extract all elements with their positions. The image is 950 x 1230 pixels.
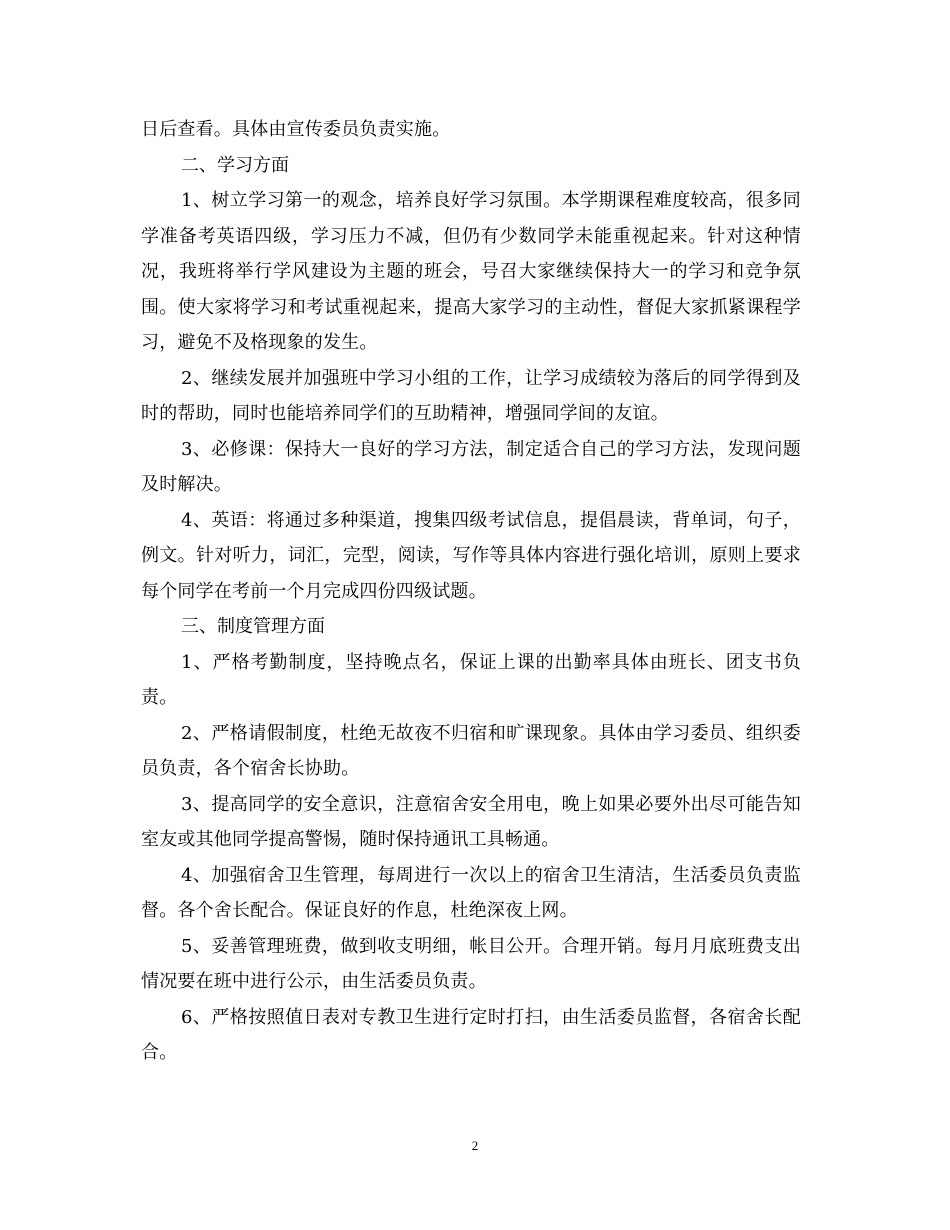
paragraph: 2、继续发展并加强班中学习小组的工作，让学习成绩较为落后的同学得到及时的帮助，同时也能培养同学们的互助精神，增强同学间的友谊。 <box>141 367 801 424</box>
section-heading: 二、学习方面 <box>181 154 289 176</box>
paragraph: 6、严格按照值日表对专教卫生进行定时打扫，由生活委员监督，各宿舍长配合。 <box>141 1006 801 1063</box>
paragraph: 1、树立学习第一的观念，培养良好学习氛围。本学期课程难度较高，很多同学准备考英语四级，学习压力不减，但仍有少数同学未能重视起来。针对这种情况，我班将举行学风建设为主题的班会，号召大家继续保持大一的学习和竞争氛围。使大家将学习和考试重视起来，提高大家学习的主动性，督促大家抓紧课程学习，避免不及格现象的发生。 <box>141 190 801 353</box>
paragraph: 4、加强宿舍卫生管理，每周进行一次以上的宿舍卫生清洁，生活委员负责监督。各个舍长配合。保证良好的作息，杜绝深夜上网。 <box>141 864 801 921</box>
paragraph: 3、必修课：保持大一良好的学习方法，制定适合自己的学习方法，发现问题及时解决。 <box>141 438 801 495</box>
paragraph: 1、严格考勤制度，坚持晚点名，保证上课的出勤率具体由班长、团支书负责。 <box>141 651 801 708</box>
paragraph: 4、英语：将通过多种渠道，搜集四级考试信息，提倡晨读，背单词，句子，例文。针对听力，词汇，完型，阅读，写作等具体内容进行强化培训，原则上要求每个同学在考前一个月完成四份四级试题。 <box>141 509 801 602</box>
section-heading: 三、制度管理方面 <box>181 616 325 637</box>
paragraph: 5、妥善管理班费，做到收支明细，帐目公开。合理开销。每月月底班费支出情况要在班中进行公示，由生活委员负责。 <box>141 935 801 992</box>
page-number: 2 <box>471 1138 479 1153</box>
paragraph: 日后查看。具体由宣传委员负责实施。 <box>141 119 451 140</box>
paragraph: 2、严格请假制度，杜绝无故夜不归宿和旷课现象。具体由学习委员、组织委员负责，各个宿舍长协助。 <box>141 722 801 779</box>
document-body <box>141 112 801 1071</box>
paragraph: 3、提高同学的安全意识，注意宿舍安全用电，晚上如果必要外出尽可能告知室友或其他同学提高警惕，随时保持通讯工具畅通。 <box>141 793 801 850</box>
